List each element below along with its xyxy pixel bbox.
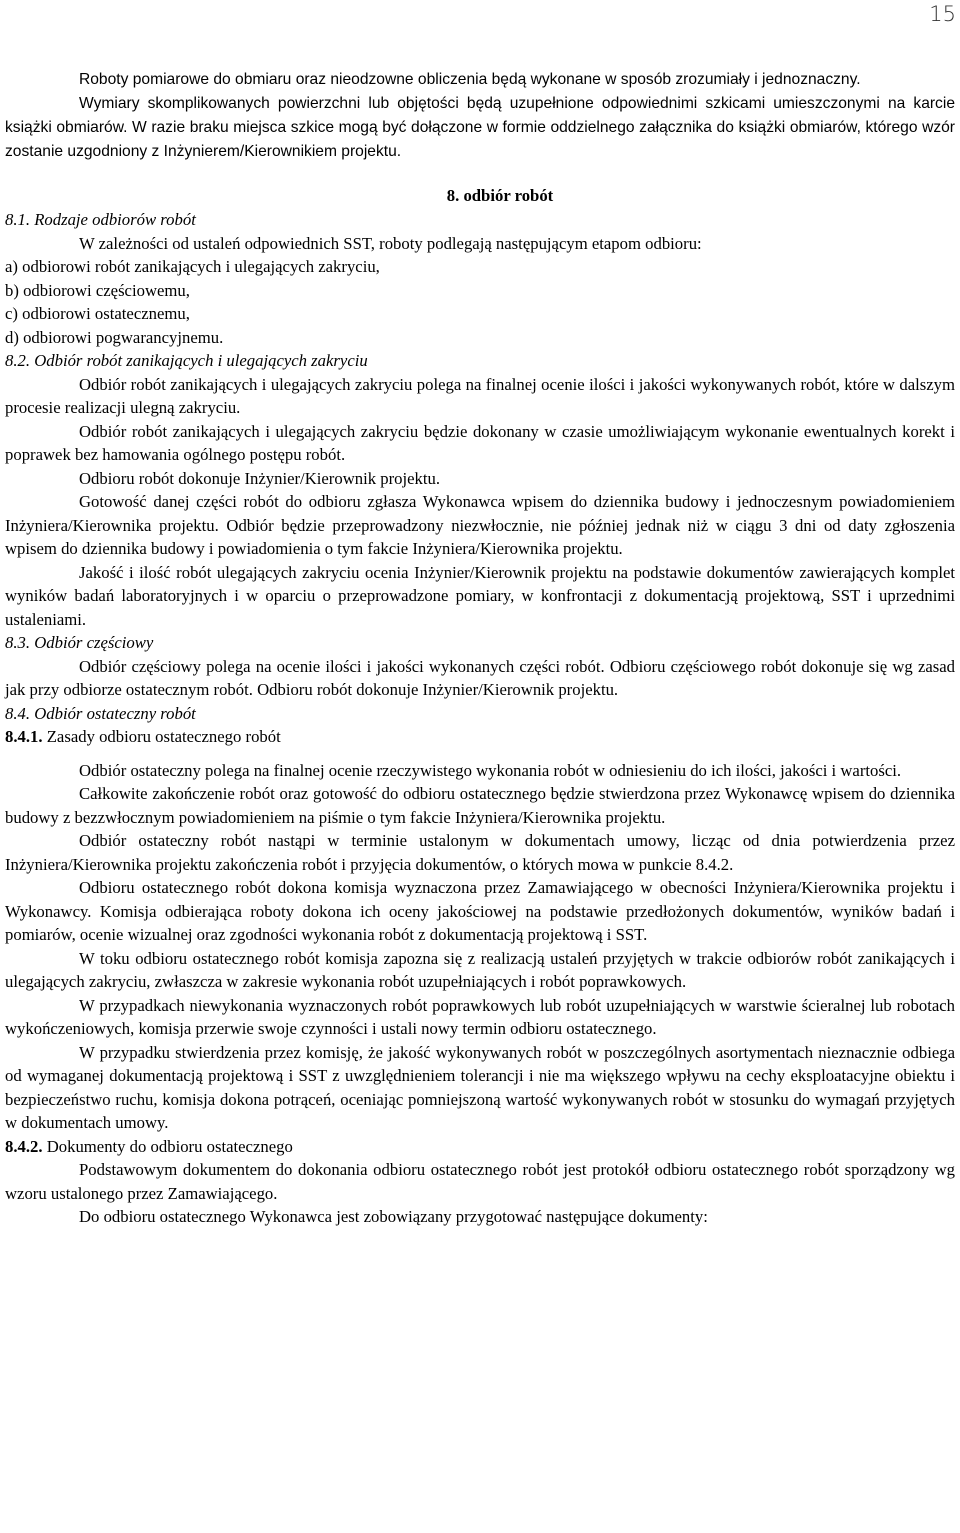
section-8-4-2-paragraph-1: Podstawowym dokumentem do dokonania odbioru ostatecznego robót jest protokół odbioru ostatecznego robót sporządzony wg wzoru ustalonego przez Zamawiającego. xyxy=(5,1160,955,1203)
section-8-4-1-paragraph-2: Całkowite zakończenie robót oraz gotowość do odbioru ostatecznego będzie stwierdzona przez Wykonawcę wpisem do dziennika budowy z bezzwłocznym powiadomieniem na piśmie o tym fakcie Inżyniera/Kierownika projektu. xyxy=(5,784,955,827)
section-8-2-paragraph-3: Odbioru robót dokonuje Inżynier/Kierownik projektu. xyxy=(79,468,441,488)
section-heading-8-1: 8.1. Rodzaje odbiorów robót xyxy=(5,210,196,229)
section-8-1-intro: W zależności od ustaleń odpowiednich SST, roboty podlegają następującym etapom odbioru: xyxy=(79,233,702,253)
section-heading-8-3: 8.3. Odbiór częściowy xyxy=(5,633,154,652)
section-8-4-1-paragraph-4: Odbioru ostatecznego robót dokona komisja wyznaczona przez Zamawiającego w obecności Inżyniera/Kierownika projektu i Wykonawcy. Komisja odbierająca roboty dokona ich oceny jakościowej na podstawie przedłożonych dokumentów, wyników badań i pomiarów, ocenie wizualnej oraz zgodności wykonania robót z dokumentacją projektową i SST. xyxy=(5,878,955,944)
intro-paragraph-2: Wymiary skomplikowanych powierzchni lub objętości będą uzupełnione odpowiednimi szkicami umieszczonymi na karcie książki obmiarów. W razie braku miejsca szkice mogą być dołączone w formie oddzielnego załącznika do książki obmiarów, którego wzór zostanie uzgodniony z Inżynierem/Kierownikiem projektu. xyxy=(5,95,955,160)
subsection-title-8-4-2: Dokumenty do odbioru ostatecznego xyxy=(42,1136,293,1156)
section-8-3-paragraph: Odbiór częściowy polega na ocenie ilości i jakości wykonanych części robót. Odbioru częściowego robót dokonuje się wg zasad jak przy odbiorze ostatecznym robót. Odbioru robót dokonuje Inżynier/Kierownik projektu. xyxy=(5,656,955,699)
subsection-number-8-4-2: 8.4.2. xyxy=(5,1136,43,1156)
section-8-4-1-paragraph-3: Odbiór ostateczny robót nastąpi w terminie ustalonym w dokumentach umowy, licząc od dnia potwierdzenia przez Inżyniera/Kierownika projektu zakończenia robót i przyjęcia dokumentów, o których mowa w punkcie 8.4.2. xyxy=(5,831,955,874)
section-heading-8-4: 8.4. Odbiór ostateczny robót xyxy=(5,703,196,723)
section-8-2-paragraph-2: Odbiór robót zanikających i ulegających zakryciu będzie dokonany w czasie umożliwiającym wykonanie ewentualnych korekt i poprawek bez hamowania ogólnego postępu robót. xyxy=(5,421,955,464)
list-item-c: c) odbiorowi ostatecznemu, xyxy=(5,304,190,323)
document-body xyxy=(5,68,955,1229)
section-8-4-2-paragraph-2: Do odbioru ostatecznego Wykonawca jest zobowiązany przygotować następujące dokumenty: xyxy=(79,1207,708,1226)
list-item-b: b) odbiorowi częściowemu, xyxy=(5,280,190,300)
subsection-title-8-4-1: Zasady odbioru ostatecznego robót xyxy=(42,727,281,746)
intro-paragraph-1: Roboty pomiarowe do obmiaru oraz nieodzowne obliczenia będą wykonane w sposób zrozumiały i jednoznaczny. xyxy=(79,71,861,88)
section-8-4-1-paragraph-7: W przypadku stwierdzenia przez komisję, że jakość wykonywanych robót w poszczególnych asortymentach nieznacznie odbiega od wymaganej dokumentacją projektową i SST z uwzględnieniem tolerancji i nie ma większego wpływu na cechy eksploatacyjne obiektu i bezpieczeństwo ruchu, komisja dokona potrąceń, oceniając pomniejszoną wartość wykonywanych robót w stosunku do wymagań przyjętych w dokumentach umowy. xyxy=(5,1042,955,1132)
subsection-heading-8-4-1 xyxy=(5,725,955,749)
section-8-2-paragraph-1: Odbiór robót zanikających i ulegających zakryciu polega na finalnej ocenie ilości i jakości wykonywanych robót, które w dalszym procesie realizacji ulegną zakryciu. xyxy=(5,374,955,417)
section-8-2-paragraph-4: Gotowość danej części robót do odbioru zgłasza Wykonawca wpisem do dziennika budowy i jednoczesnym powiadomieniem Inżyniera/Kierownika projektu. Odbiór będzie przeprowadzony niezwłocznie, nie później jednak niż w ciągu 3 dni od daty zgłoszenia wpisem do dziennika budowy i powiadomienia o tym fakcie Inżyniera/Kierownika projektu. xyxy=(5,492,955,558)
page-number: 15 xyxy=(929,2,956,26)
section-8-2-paragraph-5: Jakość i ilość robót ulegających zakryciu ocenia Inżynier/Kierownik projektu na podstawie dokumentów zawierających komplet wyników badań laboratoryjnych i w oparciu o przeprowadzone pomiary, w konfrontacji z dokumentacją projektową, SST i uprzednimi ustaleniami. xyxy=(5,562,955,629)
subsection-heading-8-4-2 xyxy=(5,1135,955,1159)
list-item-a: a) odbiorowi robót zanikających i ulegających zakryciu, xyxy=(5,257,380,276)
subsection-number-8-4-1: 8.4.1. xyxy=(5,727,43,746)
section-8-4-1-paragraph-1: Odbiór ostateczny polega na finalnej ocenie rzeczywistego wykonania robót w odniesieniu do ich ilości, jakości i wartości. xyxy=(79,760,902,780)
section-8-4-1-paragraph-5: W toku odbioru ostatecznego robót komisja zapozna się z realizacją ustaleń przyjętych w trakcie odbiorów robót zanikających i ulegających zakryciu, zwłaszcza w zakresie wykonania robót uzupełniających i robót poprawkowych. xyxy=(5,948,955,991)
section-heading-8-2: 8.2. Odbiór robót zanikających i ulegających zakryciu xyxy=(5,351,368,370)
section-8-4-1-paragraph-6: W przypadkach niewykonania wyznaczonych robót poprawkowych lub robót uzupełniających w warstwie ścieralnej lub robotach wykończeniowych, komisja przerwie swoje czynności i ustali nowy termin odbioru ostatecznego. xyxy=(5,995,955,1038)
list-item-d: d) odbiorowi pogwarancyjnemu. xyxy=(5,327,224,347)
chapter-title: 8. odbiór robót xyxy=(446,186,554,205)
